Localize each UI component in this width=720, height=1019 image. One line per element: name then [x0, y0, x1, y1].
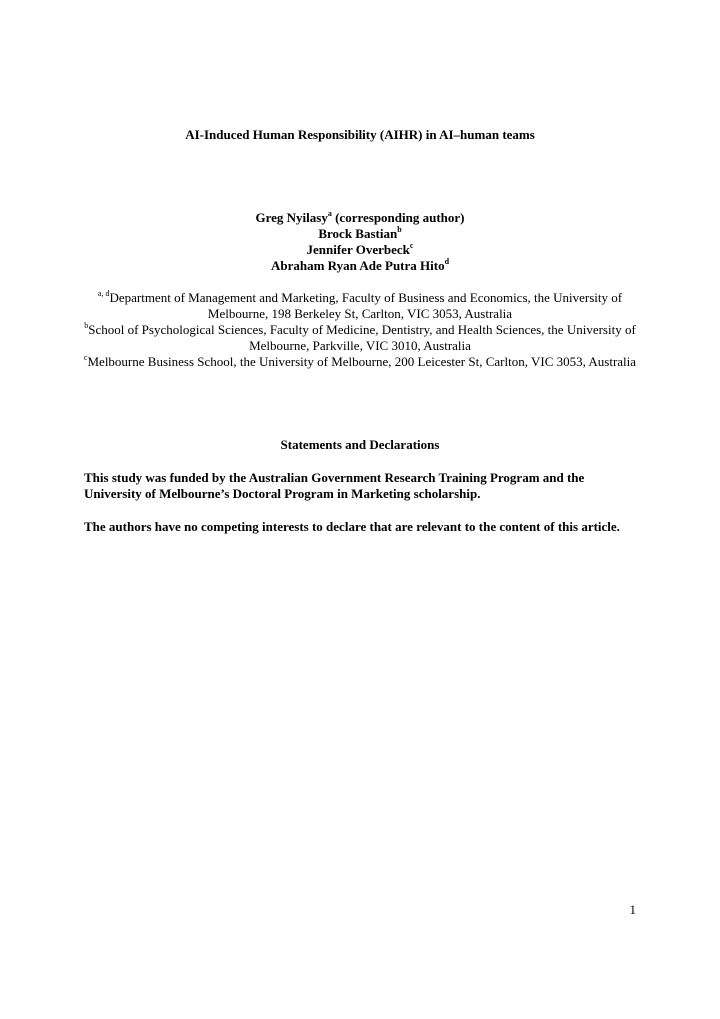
affiliation-list [80, 290, 640, 370]
author-superscript: c [409, 240, 414, 250]
author-line [0, 210, 720, 226]
affiliation [80, 290, 640, 322]
author-note: (corresponding author) [331, 210, 465, 225]
author-line [0, 258, 720, 274]
author-superscript: d [444, 256, 450, 266]
paper-title: AI-Induced Human Responsibility (AIHR) in AI–human teams [185, 127, 535, 142]
affiliation-superscript: b [84, 320, 89, 330]
author-line [0, 226, 720, 242]
affiliation [80, 322, 640, 354]
author-name: Abraham Ryan Ade Putra Hito [270, 258, 445, 273]
affiliation-superscript: c [83, 352, 88, 362]
author-superscript: b [397, 224, 402, 234]
affiliation-text: Department of Management and Marketing, Faculty of Business and Economics, the University of Melbourne, 198 Berkeley St, Carlton, VIC 3053, Australia [109, 290, 623, 321]
affiliation [80, 354, 640, 370]
page-number: 1 [629, 902, 636, 917]
author-name: Greg Nyilasy [255, 210, 328, 225]
competing-interests-statement: The authors have no competing interests to declare that are relevant to the content of this article. [84, 519, 620, 534]
author-line [0, 242, 720, 258]
author-list [0, 210, 720, 274]
affiliation-text: School of Psychological Sciences, Faculty of Medicine, Dentistry, and Health Sciences, the University of Melbourne, Parkville, VIC 3010, Australia [88, 322, 636, 353]
statements-heading: Statements and Declarations [280, 437, 440, 452]
funding-statement: This study was funded by the Australian Government Research Training Program and the University of Melbourne’s Doctoral Program in Marketing scholarship. [84, 470, 585, 501]
author-name: Brock Bastian [318, 226, 398, 241]
author-name: Jennifer Overbeck [306, 242, 410, 257]
affiliation-superscript: a, d [97, 288, 110, 298]
author-superscript: a [327, 208, 332, 218]
affiliation-text: Melbourne Business School, the University of Melbourne, 200 Leicester St, Carlton, VIC 3053, Australia [87, 354, 637, 369]
